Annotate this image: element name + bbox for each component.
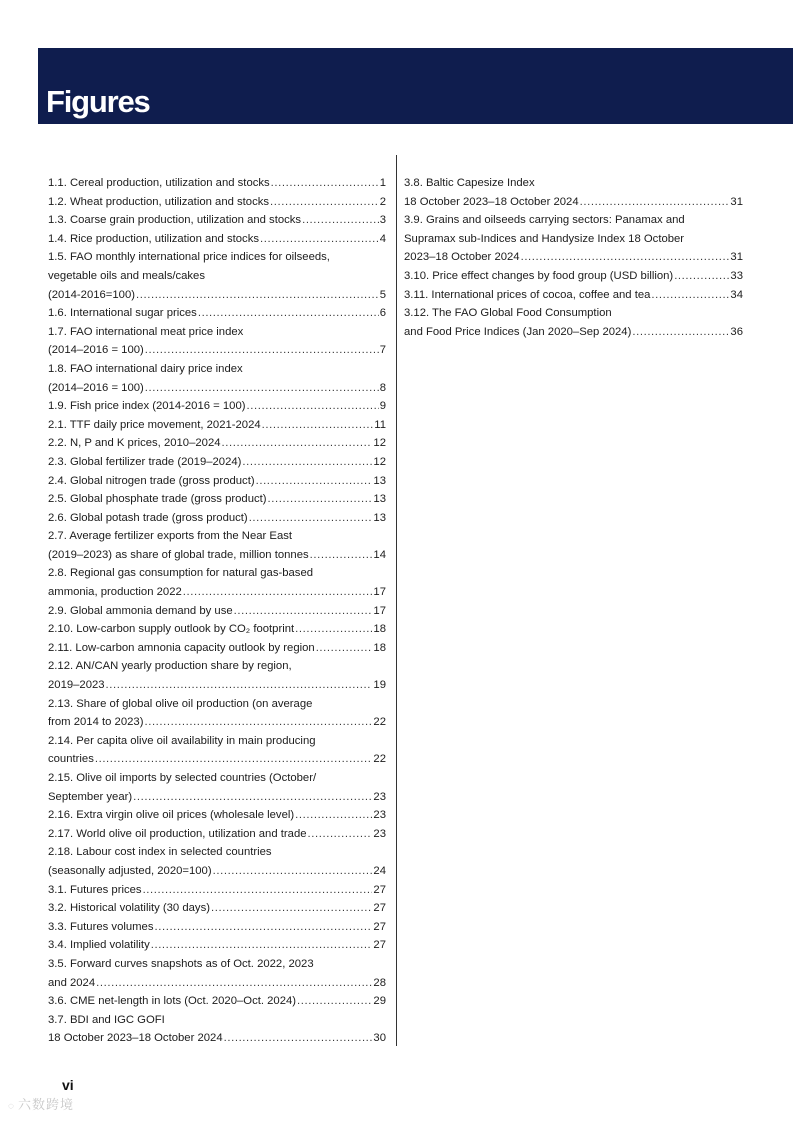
toc-page-number: 23 bbox=[373, 809, 386, 822]
toc-page-number: 23 bbox=[373, 790, 386, 803]
toc-entry-line bbox=[48, 174, 386, 193]
toc-entry[interactable] bbox=[48, 304, 386, 323]
toc-entry-line bbox=[48, 918, 386, 937]
toc-entry-text: 2.9. Global ammonia demand by use bbox=[48, 604, 233, 617]
watermark-text: 六数跨境 bbox=[17, 1097, 74, 1112]
dot-leader bbox=[295, 620, 372, 639]
toc-entry[interactable] bbox=[48, 564, 386, 601]
toc-entry[interactable] bbox=[404, 286, 743, 305]
toc-entry-line bbox=[48, 899, 386, 918]
toc-page-number: 9 bbox=[379, 400, 386, 413]
toc-entry-text: (2014–2016 = 100) bbox=[48, 381, 144, 394]
dot-leader bbox=[521, 248, 730, 267]
toc-entry-line bbox=[404, 248, 743, 267]
toc-entry[interactable] bbox=[48, 657, 386, 694]
toc-entry-line bbox=[48, 453, 386, 472]
toc-page-number: 22 bbox=[373, 753, 386, 766]
dot-leader bbox=[222, 434, 373, 453]
toc-entry[interactable] bbox=[48, 248, 386, 304]
toc-page-number: 17 bbox=[373, 586, 386, 599]
toc-entry-line bbox=[48, 248, 386, 267]
toc-entry[interactable] bbox=[48, 620, 386, 639]
toc-entry-text: 18 October 2023–18 October 2024 bbox=[404, 195, 579, 208]
toc-entry-text: Supramax sub-Indices and Handysize Index 18 October bbox=[404, 232, 685, 245]
toc-entry-text: 2.12. AN/CAN yearly production share by region, bbox=[48, 660, 292, 673]
toc-entry-text: 2.3. Global fertilizer trade (2019–2024) bbox=[48, 455, 242, 468]
dot-leader bbox=[651, 286, 729, 305]
toc-entry-text: 2.18. Labour cost index in selected countries bbox=[48, 846, 272, 859]
toc-entry[interactable] bbox=[404, 174, 743, 211]
toc-entry-line bbox=[48, 379, 386, 398]
toc-entry-line bbox=[48, 341, 386, 360]
toc-page-number: 34 bbox=[730, 288, 743, 301]
toc-entry-line bbox=[48, 657, 386, 676]
toc-entry-text: 1.6. International sugar prices bbox=[48, 307, 197, 320]
toc-entry-line bbox=[48, 583, 386, 602]
toc-entry-text: (2019–2023) as share of global trade, million tonnes bbox=[48, 548, 309, 561]
toc-entry-text: 3.8. Baltic Capesize Index bbox=[404, 177, 535, 189]
dot-leader bbox=[145, 341, 379, 360]
toc-entry-line bbox=[48, 955, 386, 974]
toc-page-number: 18 bbox=[373, 641, 386, 654]
dot-leader bbox=[270, 193, 379, 212]
toc-entry-line bbox=[48, 434, 386, 453]
toc-entry[interactable] bbox=[48, 825, 386, 844]
page-title: Figures bbox=[46, 84, 150, 119]
dot-leader bbox=[143, 881, 373, 900]
dot-leader bbox=[580, 193, 730, 212]
toc-page-number: 17 bbox=[373, 604, 386, 617]
toc-entry-text: 2.4. Global nitrogen trade (gross product) bbox=[48, 474, 255, 487]
toc-entry-line bbox=[48, 1011, 386, 1030]
toc-entry-line bbox=[48, 732, 386, 751]
toc-page-number: 14 bbox=[373, 548, 386, 561]
toc-entry-line bbox=[48, 416, 386, 435]
toc-entry-line bbox=[48, 509, 386, 528]
toc-page-number: 11 bbox=[374, 418, 386, 431]
toc-entry-text: 2.15. Olive oil imports by selected countries (October/ bbox=[48, 772, 317, 784]
toc-entry-text: 2.17. World olive oil production, utilization and trade bbox=[48, 827, 307, 840]
toc-entry-line bbox=[404, 230, 743, 249]
toc-page-number: 27 bbox=[373, 920, 386, 933]
toc-entry-text: (2014-2016=100) bbox=[48, 288, 135, 301]
toc-entry-line bbox=[48, 490, 386, 509]
dot-leader bbox=[256, 472, 373, 491]
toc-entry[interactable] bbox=[404, 267, 743, 286]
toc-entry-line bbox=[48, 750, 386, 769]
dot-leader bbox=[145, 379, 379, 398]
toc-page-number: 31 bbox=[730, 195, 743, 208]
toc-entry-line bbox=[48, 843, 386, 862]
toc-entry-line bbox=[48, 881, 386, 900]
toc-entry-text: 3.7. BDI and IGC GOFI bbox=[48, 1013, 165, 1026]
toc-entry-text: 1.1. Cereal production, utilization and stocks bbox=[48, 177, 270, 189]
toc-entry-line bbox=[48, 472, 386, 491]
toc-entry[interactable] bbox=[48, 602, 386, 621]
dot-leader bbox=[262, 416, 374, 435]
toc-page-number: 27 bbox=[373, 902, 386, 915]
toc-entry[interactable] bbox=[48, 416, 386, 435]
toc-entry-text: 2023–18 October 2024 bbox=[404, 251, 520, 264]
dot-leader bbox=[136, 286, 379, 305]
toc-entry-text: 3.9. Grains and oilseeds carrying sectors: Panamax and bbox=[404, 214, 685, 227]
toc-page-number: 30 bbox=[373, 1032, 386, 1045]
toc-page-number: 27 bbox=[373, 883, 386, 896]
toc-entry-line bbox=[48, 286, 386, 305]
toc-entry-text: 2.16. Extra virgin olive oil prices (wholesale level) bbox=[48, 809, 295, 822]
toc-entry-line bbox=[48, 230, 386, 249]
toc-entry-line bbox=[48, 825, 386, 844]
dot-leader bbox=[297, 992, 372, 1011]
toc-entry-line bbox=[404, 211, 743, 230]
toc-entry-line bbox=[48, 713, 386, 732]
toc-page-number: 29 bbox=[373, 995, 386, 1008]
toc-entry-text: 2.1. TTF daily price movement, 2021-2024 bbox=[48, 418, 261, 431]
dot-leader bbox=[271, 174, 379, 193]
toc-page-number: 4 bbox=[379, 232, 386, 245]
toc-page-number: 2 bbox=[379, 195, 386, 208]
toc-page-number: 28 bbox=[373, 976, 386, 989]
dot-leader bbox=[242, 453, 372, 472]
toc-entry-line bbox=[48, 267, 386, 286]
toc-entry-line bbox=[48, 527, 386, 546]
toc-entry-text: 18 October 2023–18 October 2024 bbox=[48, 1032, 223, 1045]
toc-page-number: 13 bbox=[373, 511, 386, 524]
toc-entry[interactable] bbox=[48, 843, 386, 880]
toc-entry[interactable] bbox=[48, 806, 386, 825]
dot-leader bbox=[211, 899, 372, 918]
toc-entry-line bbox=[48, 788, 386, 807]
dot-leader bbox=[674, 267, 729, 286]
toc-entry-text: ammonia, production 2022 bbox=[48, 586, 182, 599]
toc-entry[interactable] bbox=[48, 732, 386, 769]
dot-leader bbox=[144, 713, 372, 732]
toc-entry-line bbox=[48, 323, 386, 342]
toc-entry-line bbox=[48, 992, 386, 1011]
toc-page-number: 18 bbox=[373, 623, 386, 636]
dot-leader bbox=[183, 583, 373, 602]
toc-entry-text: 3.12. The FAO Global Food Consumption bbox=[404, 307, 612, 320]
dot-leader bbox=[224, 1029, 373, 1048]
toc-entry-line bbox=[404, 193, 743, 212]
toc-page-number: 22 bbox=[373, 716, 386, 729]
toc-entry-line bbox=[48, 564, 386, 583]
toc-entry-line bbox=[48, 639, 386, 658]
toc-entry-line bbox=[48, 602, 386, 621]
toc-entry-text: 1.8. FAO international dairy price index bbox=[48, 362, 243, 375]
toc-entry-text: 1.3. Coarse grain production, utilization and stocks bbox=[48, 214, 302, 227]
toc-entry[interactable] bbox=[48, 769, 386, 806]
toc-left-column bbox=[48, 174, 386, 1048]
toc-entry[interactable] bbox=[48, 211, 386, 230]
toc-page-number: 19 bbox=[373, 679, 386, 692]
toc-page-number: 33 bbox=[730, 269, 743, 282]
toc-entry[interactable] bbox=[48, 695, 386, 732]
dot-leader bbox=[302, 211, 379, 230]
dot-leader bbox=[96, 974, 372, 993]
dot-leader bbox=[133, 788, 372, 807]
dot-leader bbox=[310, 546, 373, 565]
toc-entry-line bbox=[48, 676, 386, 695]
toc-entry-text: 3.2. Historical volatility (30 days) bbox=[48, 902, 210, 915]
toc-entry-text: 3.10. Price effect changes by food group (USD billion) bbox=[404, 269, 674, 282]
toc-entry[interactable] bbox=[48, 174, 386, 193]
toc-entry[interactable] bbox=[48, 434, 386, 453]
dot-leader bbox=[213, 862, 373, 881]
toc-entry[interactable] bbox=[48, 193, 386, 212]
toc-entry-text: 1.5. FAO monthly international price indices for oilseeds, bbox=[48, 251, 330, 264]
dot-leader bbox=[268, 490, 373, 509]
toc-entry[interactable] bbox=[48, 397, 386, 416]
dot-leader bbox=[632, 323, 729, 342]
column-divider bbox=[396, 155, 397, 1046]
dot-leader bbox=[247, 397, 379, 416]
toc-page-number: 5 bbox=[379, 288, 386, 301]
toc-page-number: 8 bbox=[379, 381, 386, 394]
toc-entry-line bbox=[48, 974, 386, 993]
toc-entry-line bbox=[404, 304, 743, 323]
toc-entry-text: vegetable oils and meals/cakes bbox=[48, 269, 205, 282]
page-number: vi bbox=[62, 1077, 74, 1093]
toc-entry-text: countries bbox=[48, 753, 94, 766]
toc-right-column bbox=[404, 174, 743, 341]
toc-entry-text: 2.11. Low-carbon amnonia capacity outlook by region bbox=[48, 641, 315, 654]
toc-entry-line bbox=[48, 862, 386, 881]
toc-entry-text: 3.4. Implied volatility bbox=[48, 939, 150, 952]
toc-entry[interactable] bbox=[48, 881, 386, 900]
toc-entry[interactable] bbox=[48, 918, 386, 937]
toc-entry-text: 2.7. Average fertilizer exports from the Near East bbox=[48, 530, 293, 543]
toc-entry[interactable] bbox=[48, 527, 386, 564]
toc-entry[interactable] bbox=[48, 323, 386, 360]
toc-entry-text: 3.5. Forward curves snapshots as of Oct. 2022, 2023 bbox=[48, 957, 314, 970]
toc-entry-line bbox=[48, 695, 386, 714]
toc-entry-line bbox=[404, 286, 743, 305]
toc-page-number: 12 bbox=[373, 437, 386, 450]
toc-entry-text: 3.11. International prices of cocoa, coffee and tea bbox=[404, 288, 651, 301]
toc-entry-line bbox=[404, 174, 743, 193]
dot-leader bbox=[95, 750, 373, 769]
toc-entry-text: 3.1. Futures prices bbox=[48, 883, 142, 896]
watermark bbox=[8, 1094, 74, 1113]
toc-entry-text: 2.13. Share of global olive oil production (on average bbox=[48, 697, 313, 710]
watermark-logo-icon: ◌ bbox=[8, 1101, 15, 1112]
toc-entry[interactable] bbox=[48, 453, 386, 472]
toc-entry-text: 2.5. Global phosphate trade (gross product) bbox=[48, 493, 267, 506]
toc-entry[interactable] bbox=[48, 230, 386, 249]
dot-leader bbox=[198, 304, 379, 323]
toc-entry-text: and Food Price Indices (Jan 2020–Sep 2024) bbox=[404, 325, 632, 338]
toc-entry-text: 2.2. N, P and K prices, 2010–2024 bbox=[48, 437, 221, 450]
toc-page-number: 27 bbox=[373, 939, 386, 952]
toc-page-number: 1 bbox=[379, 177, 386, 189]
toc-entry-line bbox=[48, 211, 386, 230]
toc-entry[interactable] bbox=[404, 304, 743, 341]
toc-entry-text: 1.7. FAO international meat price index bbox=[48, 325, 244, 338]
dot-leader bbox=[295, 806, 372, 825]
toc-entry-text: 2.8. Regional gas consumption for natural gas-based bbox=[48, 567, 314, 580]
toc-page-number: 6 bbox=[379, 307, 386, 320]
toc-entry-text: 2.6. Global potash trade (gross product) bbox=[48, 511, 248, 524]
dot-leader bbox=[316, 639, 373, 658]
toc-entry-line bbox=[48, 769, 386, 788]
dot-leader bbox=[260, 230, 379, 249]
toc-entry-line bbox=[48, 397, 386, 416]
toc-page-number: 13 bbox=[373, 474, 386, 487]
toc-entry-text: September year) bbox=[48, 790, 133, 803]
toc-page-number: 36 bbox=[730, 325, 743, 338]
toc-entry-text: 3.3. Futures volumes bbox=[48, 920, 154, 933]
toc-entry-text: 2019–2023 bbox=[48, 679, 105, 692]
dot-leader bbox=[154, 918, 372, 937]
toc-entry-line bbox=[404, 323, 743, 342]
toc-page-number: 24 bbox=[373, 864, 386, 877]
toc-entry[interactable] bbox=[48, 509, 386, 528]
header-banner bbox=[38, 48, 793, 124]
toc-entry-text: 2.10. Low-carbon supply outlook by CO₂ footprint bbox=[48, 623, 295, 636]
toc-entry-line bbox=[48, 360, 386, 379]
toc-entry-line bbox=[48, 1029, 386, 1048]
toc-entry[interactable] bbox=[48, 472, 386, 491]
dot-leader bbox=[308, 825, 373, 844]
toc-entry-line bbox=[48, 304, 386, 323]
dot-leader bbox=[106, 676, 373, 695]
toc-entry[interactable] bbox=[48, 936, 386, 955]
toc-page-number: 23 bbox=[373, 827, 386, 840]
dot-leader bbox=[234, 602, 373, 621]
dot-leader bbox=[151, 936, 373, 955]
toc-entry[interactable] bbox=[48, 360, 386, 397]
toc-entry[interactable] bbox=[404, 211, 743, 267]
toc-entry-text: and 2024 bbox=[48, 976, 96, 989]
toc-entry-line bbox=[48, 546, 386, 565]
toc-entry-text: from 2014 to 2023) bbox=[48, 716, 144, 729]
toc-entry[interactable] bbox=[48, 639, 386, 658]
toc-entry-line bbox=[48, 193, 386, 212]
toc-entry[interactable] bbox=[48, 899, 386, 918]
toc-entry[interactable] bbox=[48, 955, 386, 992]
toc-page-number: 13 bbox=[373, 493, 386, 506]
dot-leader bbox=[249, 509, 373, 528]
toc-entry-line bbox=[48, 620, 386, 639]
toc-page-number: 12 bbox=[373, 455, 386, 468]
toc-entry-line bbox=[48, 806, 386, 825]
toc-page-number: 31 bbox=[730, 251, 743, 264]
toc-entry-text: 1.2. Wheat production, utilization and stocks bbox=[48, 195, 270, 208]
toc-entry-text: 1.4. Rice production, utilization and stocks bbox=[48, 232, 259, 245]
toc-entry-text: (seasonally adjusted, 2020=100) bbox=[48, 864, 212, 877]
toc-entry[interactable] bbox=[48, 1011, 386, 1048]
toc-entry-text: (2014–2016 = 100) bbox=[48, 344, 144, 357]
toc-entry-line bbox=[48, 936, 386, 955]
toc-entry[interactable] bbox=[48, 490, 386, 509]
toc-page-number: 3 bbox=[379, 214, 386, 227]
toc-entry-text: 2.14. Per capita olive oil availability in main producing bbox=[48, 734, 316, 747]
toc-page-number: 7 bbox=[379, 344, 386, 357]
toc-entry-text: 1.9. Fish price index (2014-2016 = 100) bbox=[48, 400, 246, 413]
toc-entry-text: 3.6. CME net-length in lots (Oct. 2020–Oct. 2024) bbox=[48, 995, 297, 1008]
toc-entry-line bbox=[404, 267, 743, 286]
toc-entry[interactable] bbox=[48, 992, 386, 1011]
